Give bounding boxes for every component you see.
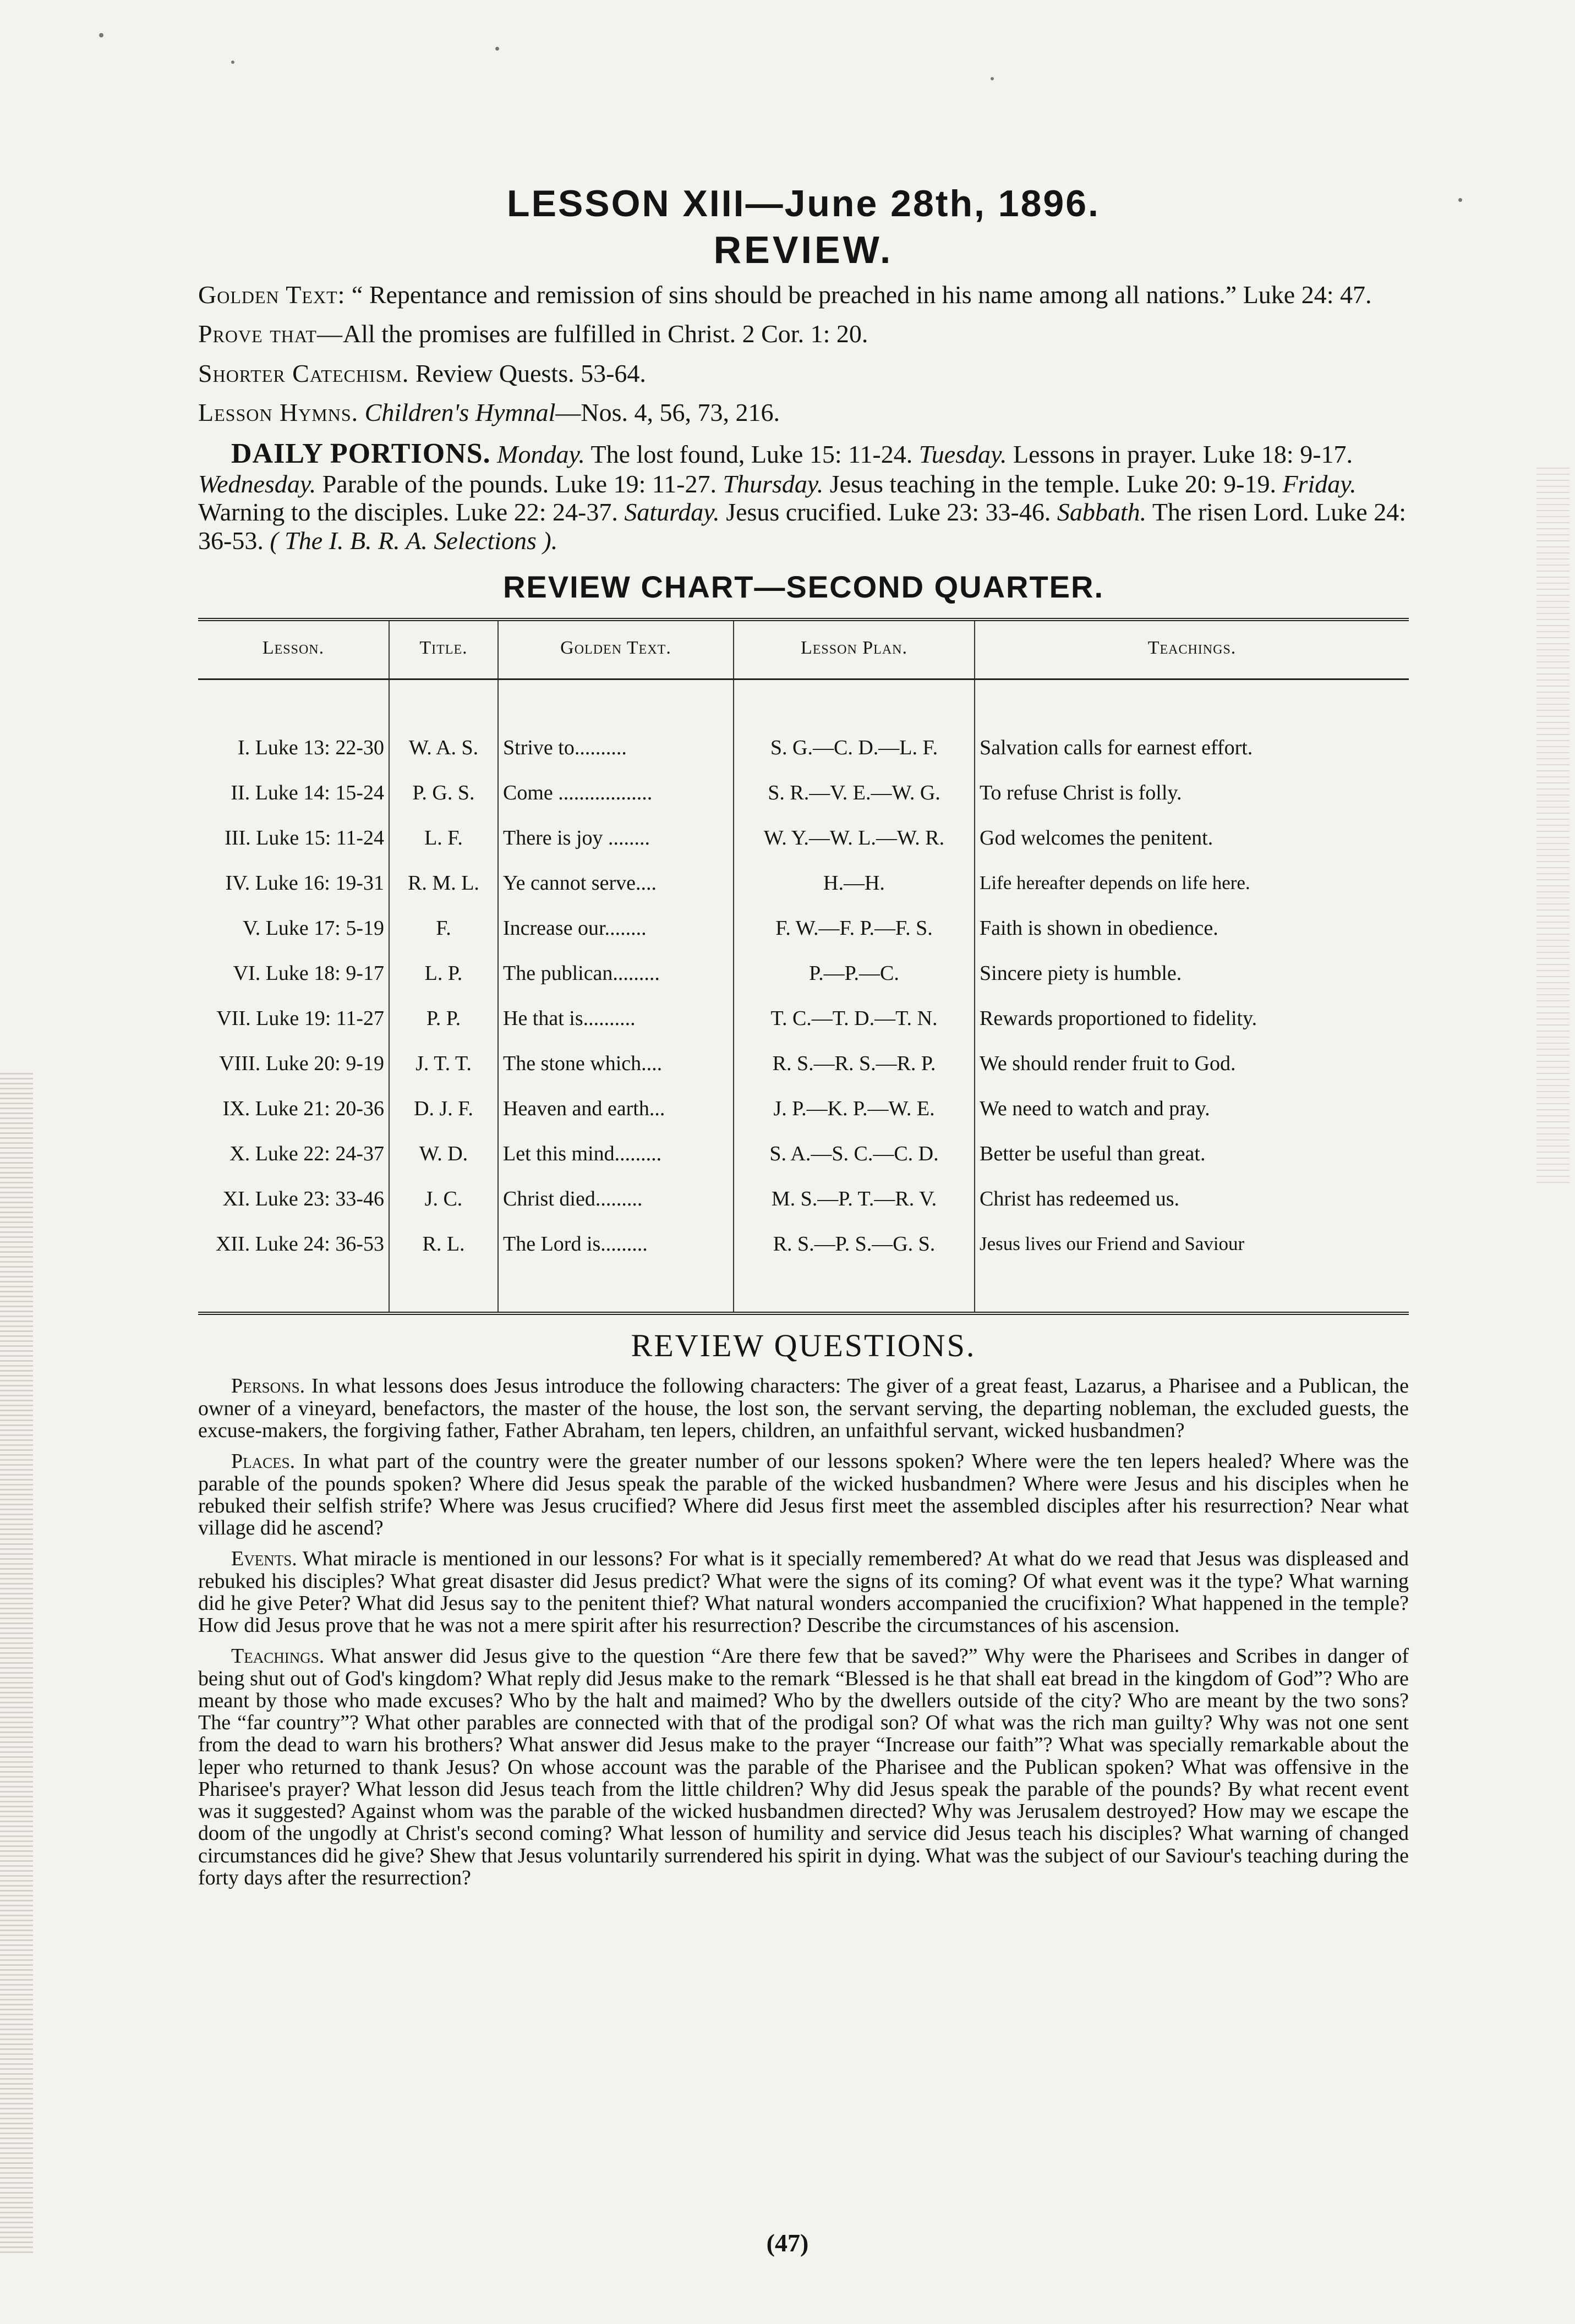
page-number: (47) xyxy=(766,2229,809,2257)
cell-title: F. xyxy=(389,906,498,951)
golden-text-body: “ Repentance and remission of sins should be preached in his name among all nations.” Luke 24: 47. xyxy=(351,280,1372,309)
col-header-golden-text: Golden Text. xyxy=(498,620,734,679)
cell-lesson-plan: M. S.—P. T.—R. V. xyxy=(734,1176,975,1221)
catechism-label: Shorter Catechism. xyxy=(198,359,409,387)
golden-text-label: Golden Text: xyxy=(198,280,346,309)
questions-events xyxy=(198,1548,1409,1636)
hymns-label: Lesson Hymns. xyxy=(198,398,359,427)
cell-lesson-plan: R. S.—R. S.—R. P. xyxy=(734,1041,975,1086)
table-row xyxy=(198,770,1409,815)
questions-teachings xyxy=(198,1645,1409,1889)
scan-edge-noise-left xyxy=(0,1073,33,2256)
cell-golden-text: The publican......... xyxy=(498,951,734,996)
cell-teaching: Better be useful than great. xyxy=(975,1131,1409,1176)
cell-title: P. G. S. xyxy=(389,770,498,815)
table-row xyxy=(198,906,1409,951)
questions-persons xyxy=(198,1375,1409,1441)
cell-teaching: Christ has redeemed us. xyxy=(975,1176,1409,1221)
review-chart-table xyxy=(198,618,1409,1315)
cell-lesson: I. Luke 13: 22-30 xyxy=(238,736,384,760)
cell-lesson: VI. Luke 18: 9-17 xyxy=(233,962,384,985)
cell-lesson: VIII. Luke 20: 9-19 xyxy=(219,1052,384,1076)
questions-places xyxy=(198,1450,1409,1539)
teachings-text: What answer did Jesus give to the question “Are there few that be saved?” Why were the Pharisees and Scribes in danger of being shut out of God's kingdom? What reply did Jesus make to the remark “Blessed is he that shall eat bread in the kingdom of God”? Who are meant by those who made excuses? Who by the halt and maimed? Who by the dwellers outside of the city? Who are meant by the two sons? The “far country”? What other parables are connected with that of the prodigal son? Of what was the rich man guilty? Why was not one sent from the dead to warn his brothers? What answer did Jesus make to the prayer “Increase our faith”? What was specially remarkable about the leper who returned to thank Jesus? On whose account was the parable of the Pharisee and the Publican spoken? What was offensive in the Pharisee's prayer? What lesson did Jesus teach from the little children? Why did Jesus speak the parable of the pounds? By what recent event was it suggested? Against whom was the parable of the wicked husbandmen directed? Why was Jerusalem destroyed? How may we escape the doom of the ungodly at Christ's second coming? What lesson of humility and service did Jesus teach his disciples? What warning of changed circumstances did he give? Shew that Jesus voluntarily surrendered his spirit in dying. What was the subject of our Saviour's teaching during the forty days after the resurrection? xyxy=(198,1645,1409,1890)
cell-golden-text: Increase our........ xyxy=(498,906,734,951)
table-row xyxy=(198,951,1409,996)
cell-title: D. J. F. xyxy=(389,1086,498,1131)
cell-golden-text: The Lord is......... xyxy=(498,1221,734,1267)
daily-portions-label: DAILY PORTIONS. xyxy=(231,437,491,469)
cell-title: P. P. xyxy=(389,996,498,1041)
table-row xyxy=(198,1041,1409,1086)
daily-portions xyxy=(198,438,1409,555)
cell-lesson: VII. Luke 19: 11-27 xyxy=(216,1007,384,1031)
prove-that xyxy=(198,320,1409,348)
cell-title: W. D. xyxy=(389,1131,498,1176)
table-row xyxy=(198,1221,1409,1267)
table-row xyxy=(198,1176,1409,1221)
cell-golden-text: Strive to.......... xyxy=(498,725,734,770)
persons-label: Persons. xyxy=(231,1374,305,1398)
daily-day-saturday: Saturday. xyxy=(624,498,720,527)
prove-that-label: Prove that— xyxy=(198,320,343,348)
scan-speck xyxy=(991,77,994,80)
table-row xyxy=(198,860,1409,906)
cell-lesson-plan: H.—H. xyxy=(734,860,975,906)
cell-lesson-plan: F. W.—F. P.—F. S. xyxy=(734,906,975,951)
daily-day-sabbath: Sabbath. xyxy=(1057,498,1147,527)
daily-day-monday: Monday. xyxy=(497,440,585,468)
scan-speck xyxy=(1458,198,1462,202)
cell-teaching: Salvation calls for earnest effort. xyxy=(975,725,1409,770)
cell-teaching: God welcomes the penitent. xyxy=(975,815,1409,860)
persons-text: In what lessons does Jesus introduce the following characters: The giver of a great feast, Lazarus, a Pharisee and a Publican, the owner of a vineyard, benefactors, the master of the house, the lost son, the servant serving, the departing nobleman, the excluded guests, the excuse-makers, the forgiving father, Father Abraham, ten lepers, children, an unfaithful servant, wicked husbandmen? xyxy=(198,1374,1409,1442)
daily-text-tuesday: Lessons in prayer. Luke 18: 9-17. xyxy=(1013,440,1353,468)
cell-title: R. L. xyxy=(389,1221,498,1267)
cell-lesson-plan: S. G.—C. D.—L. F. xyxy=(734,725,975,770)
cell-teaching: Rewards proportioned to fidelity. xyxy=(975,996,1409,1041)
cell-title: W. A. S. xyxy=(389,725,498,770)
hymns-book: Children's Hymnal xyxy=(364,398,556,427)
cell-golden-text: Ye cannot serve.... xyxy=(498,860,734,906)
daily-day-wednesday: Wednesday. xyxy=(198,469,316,498)
lesson-title: LESSON XIII—June 28th, 1896. xyxy=(507,183,1100,224)
cell-teaching: Faith is shown in obedience. xyxy=(975,906,1409,951)
cell-golden-text: Heaven and earth... xyxy=(498,1086,734,1131)
cell-lesson: III. Luke 15: 11-24 xyxy=(225,826,384,850)
cell-lesson-plan: S. A.—S. C.—C. D. xyxy=(734,1131,975,1176)
cell-golden-text: Come .................. xyxy=(498,770,734,815)
cell-teaching: Life hereafter depends on life here. xyxy=(975,860,1409,906)
cell-title: L. F. xyxy=(389,815,498,860)
cell-lesson-plan: W. Y.—W. L.—W. R. xyxy=(734,815,975,860)
cell-lesson-plan: R. S.—P. S.—G. S. xyxy=(734,1221,975,1267)
catechism-body: Review Quests. 53-64. xyxy=(415,359,646,387)
daily-day-tuesday: Tuesday. xyxy=(918,440,1007,468)
cell-golden-text: There is joy ........ xyxy=(498,815,734,860)
cell-golden-text: He that is.......... xyxy=(498,996,734,1041)
cell-teaching: Sincere piety is humble. xyxy=(975,951,1409,996)
cell-golden-text: Christ died......... xyxy=(498,1176,734,1221)
cell-lesson-plan: J. P.—K. P.—W. E. xyxy=(734,1086,975,1131)
cell-lesson: V. Luke 17: 5-19 xyxy=(243,917,384,940)
cell-lesson-plan: S. R.—V. E.—W. G. xyxy=(734,770,975,815)
daily-text-saturday: Jesus crucified. Luke 23: 33-46. xyxy=(726,498,1051,527)
daily-day-friday: Friday. xyxy=(1282,469,1357,498)
daily-text-thursday: Jesus teaching in the temple. Luke 20: 9-19. xyxy=(829,469,1276,498)
scan-speck xyxy=(495,47,499,51)
cell-lesson: XI. Luke 23: 33-46 xyxy=(222,1187,384,1211)
cell-teaching: To refuse Christ is folly. xyxy=(975,770,1409,815)
document-page xyxy=(198,182,1409,1898)
cell-title: J. C. xyxy=(389,1176,498,1221)
table-row xyxy=(198,1086,1409,1131)
scan-speck xyxy=(231,61,234,64)
table-row xyxy=(198,996,1409,1041)
prove-that-body: All the promises are fulfilled in Christ. 2 Cor. 1: 20. xyxy=(342,320,868,348)
cell-lesson: IX. Luke 21: 20-36 xyxy=(222,1097,384,1121)
col-header-teachings: Teachings. xyxy=(975,620,1409,679)
golden-text xyxy=(198,281,1409,309)
cell-golden-text: Let this mind......... xyxy=(498,1131,734,1176)
cell-teaching: We should render fruit to God. xyxy=(975,1041,1409,1086)
shorter-catechism xyxy=(198,359,1409,388)
cell-lesson: IV. Luke 16: 19-31 xyxy=(225,872,384,895)
cell-lesson-plan: P.—P.—C. xyxy=(734,951,975,996)
cell-teaching: We need to watch and pray. xyxy=(975,1086,1409,1131)
col-header-lesson-plan: Lesson Plan. xyxy=(734,620,975,679)
review-chart-header-row xyxy=(198,620,1409,679)
lesson-hymns xyxy=(198,398,1409,427)
cell-title: J. T. T. xyxy=(389,1041,498,1086)
events-text: What miracle is mentioned in our lessons? For what is it specially remembered? At what do we read that Jesus was displeased and rebuked his disciples? What great disaster did Jesus predict? What were the signs of its coming? Of what event was it the type? What warning did he give Peter? What did Jesus say to the penitent thief? What natural wonders accompanied the crucifixion? What happened in the temple? How did Jesus prove that he was not a mere spirit after his resurrection? Describe the circumstances of his ascension. xyxy=(198,1547,1409,1637)
table-row xyxy=(198,815,1409,860)
col-header-lesson: Lesson. xyxy=(198,620,389,679)
cell-teaching: Jesus lives our Friend and Saviour xyxy=(975,1221,1409,1267)
daily-text-wednesday: Parable of the pounds. Luke 19: 11-27. xyxy=(322,469,717,498)
review-questions-title: REVIEW QUESTIONS. xyxy=(631,1328,976,1364)
places-label: Places. xyxy=(231,1450,296,1473)
review-chart-title: REVIEW CHART—SECOND QUARTER. xyxy=(502,569,1104,605)
cell-lesson: X. Luke 22: 24-37 xyxy=(229,1142,384,1166)
col-header-title: Title. xyxy=(389,620,498,679)
cell-lesson-plan: T. C.—T. D.—T. N. xyxy=(734,996,975,1041)
daily-selections: ( The I. B. R. A. Selections ). xyxy=(270,526,558,555)
cell-golden-text: The stone which.... xyxy=(498,1041,734,1086)
cell-lesson: XII. Luke 24: 36-53 xyxy=(215,1232,384,1256)
events-label: Events. xyxy=(231,1547,297,1571)
scan-edge-noise-right xyxy=(1536,468,1569,1183)
cell-title: L. P. xyxy=(389,951,498,996)
places-text: In what part of the country were the greater number of our lessons spoken? Where were the ten lepers healed? Where was the parable of the pounds spoken? Where did Jesus speak the parable of the wicked husbandmen? Where were Jesus and his disciples when he rebuked their selfish strife? Where was Jesus crucified? Where did Jesus first meet the assembled disciples after his resurrection? Near what village did he ascend? xyxy=(198,1450,1409,1540)
table-row xyxy=(198,1131,1409,1176)
table-spacer-row xyxy=(198,1267,1409,1313)
lesson-subtitle: REVIEW. xyxy=(713,228,894,271)
table-row xyxy=(198,725,1409,770)
daily-day-thursday: Thursday. xyxy=(723,469,824,498)
hymns-numbers: —Nos. 4, 56, 73, 216. xyxy=(555,398,780,427)
cell-lesson: II. Luke 14: 15-24 xyxy=(231,781,384,805)
daily-text-friday: Warning to the disciples. Luke 22: 24-37. xyxy=(198,498,618,527)
table-spacer-row xyxy=(198,679,1409,726)
cell-title: R. M. L. xyxy=(389,860,498,906)
scan-speck xyxy=(99,33,103,37)
daily-text-monday: The lost found, Luke 15: 11-24. xyxy=(590,440,913,468)
daily-text-sabbath: The risen Lord. Luke 24: 36-53. xyxy=(198,498,1406,555)
teachings-label: Teachings. xyxy=(231,1645,325,1668)
